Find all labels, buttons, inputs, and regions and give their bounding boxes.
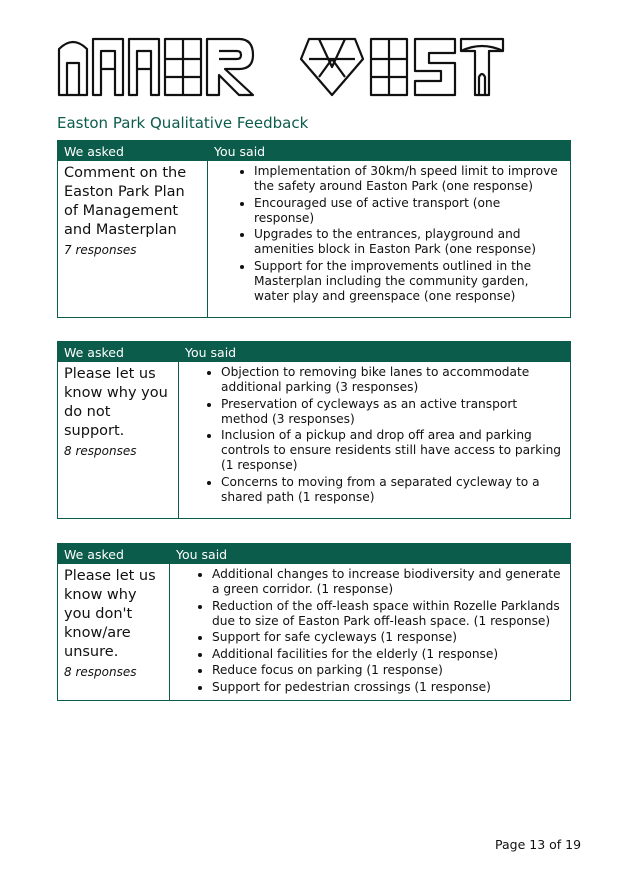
said-cell	[208, 161, 570, 317]
list-item: • Reduction of the off-leash space within Rozelle Parklands due to size of Easton Park off-leash space. (1 response)	[212, 599, 562, 629]
we-asked-header: We asked	[64, 546, 124, 562]
feedback-table-3	[57, 543, 571, 701]
you-said-header: You said	[214, 143, 266, 159]
list-item: • Reduce focus on parking (1 response)	[212, 663, 562, 678]
table-header	[58, 544, 570, 564]
feedback-table-2	[57, 341, 571, 519]
asked-cell	[58, 564, 170, 700]
said-cell	[170, 564, 570, 700]
asked-question: Comment on the Easton Park Plan of Management and Masterplan	[64, 165, 187, 238]
table-header	[58, 141, 570, 161]
asked-cell	[58, 161, 208, 317]
inner-west-logo	[57, 37, 537, 97]
list-item: • Additional facilities for the elderly (1 response)	[212, 647, 562, 662]
we-asked-header: We asked	[64, 344, 124, 360]
list-item: • Preservation of cycleways as an active transport method (3 responses)	[221, 397, 562, 427]
table-header	[58, 342, 570, 362]
asked-question: Please let us know why you do not support.	[64, 366, 168, 439]
said-list	[199, 365, 562, 505]
table-row	[58, 564, 570, 700]
list-item: • Inclusion of a pickup and drop off area and parking controls to ensure residents still have access to parking (1 response)	[221, 428, 562, 473]
said-list	[190, 567, 562, 695]
list-item: • Additional changes to increase biodiversity and generate a green corridor. (1 response)	[212, 567, 562, 597]
list-item: • Upgrades to the entrances, playground and amenities block in Easton Park (one response)	[254, 227, 562, 257]
we-asked-header: We asked	[64, 143, 124, 159]
section-title: Easton Park Qualitative Feedback	[57, 114, 309, 132]
list-item: • Objection to removing bike lanes to accommodate additional parking (3 responses)	[221, 365, 562, 395]
table-row	[58, 362, 570, 518]
response-count: 8 responses	[64, 665, 137, 679]
asked-cell	[58, 362, 179, 518]
response-count: 7 responses	[64, 243, 137, 257]
list-item: • Concerns to moving from a separated cycleway to a shared path (1 response)	[221, 475, 562, 505]
list-item: • Support for pedestrian crossings (1 response)	[212, 680, 562, 695]
list-item: • Encouraged use of active transport (one response)	[254, 196, 562, 226]
list-item: • Implementation of 30km/h speed limit to improve the safety around Easton Park (one response)	[254, 164, 562, 194]
you-said-header: You said	[176, 546, 228, 562]
page-number: Page 13 of 19	[495, 837, 582, 852]
list-item: • Support for safe cycleways (1 response)	[212, 630, 562, 645]
you-said-header: You said	[185, 344, 237, 360]
table-row	[58, 161, 570, 317]
asked-question: Please let us know why you don't know/are unsure.	[64, 568, 156, 660]
response-count: 8 responses	[64, 444, 137, 458]
list-item: • Support for the improvements outlined in the Masterplan including the community garden, water play and greenspace (one response)	[254, 259, 562, 304]
said-cell	[179, 362, 570, 518]
said-list	[232, 164, 562, 304]
feedback-table-1	[57, 140, 571, 318]
